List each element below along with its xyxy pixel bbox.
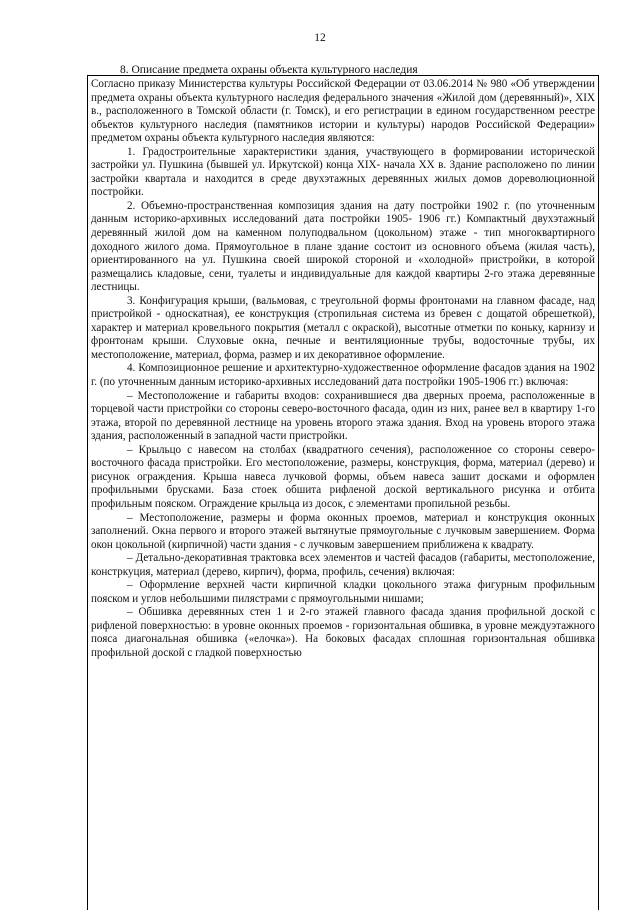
paragraph-decorative-treatment: – Детально-декоративная трактовка всех элементов и частей фасадов (габариты, местоположение, констркуция, материал (дерево, кирпич), форма, профиль, сечения) включая: (91, 552, 595, 578)
paragraph-facade-composition: 4. Композиционное решение и архитектурно-художественное оформление фасадов здания на 1902 г. (по уточненным данным историко-архивных исследований дата постройки 1905-1906 гг.) включая: (91, 362, 595, 389)
section-heading: 8. Описание предмета охраны объекта культурного наследия (120, 64, 418, 76)
paragraph-entrances: – Местоположение и габариты входов: сохранившиеся два дверных проема, расположенные в торцевой части пристройки со стороны северо-восточного фасада, один из них, ранее вел в квартиру 1-го этажа, второй по деревянной лестнице на уровень второго этажа здания. Вход на уровень второго этажа здания, расположенный в западной части пристройки. (91, 389, 595, 443)
paragraph-porch: – Крыльцо с навесом на столбах (квадратного сечения), расположенное со стороны северо-восточного фасада пристройки. Его местоположение, размеры, конструкция, форма, материал (дерево) и рисунок ограждения. Крыша навеса лучковой формы, объем навеса зашит досками и оформлен профильными брусками. База стоек обшита рифленой доской вертикального рисунка и отбита профильным пояском. Ограждение крыльца из досок, с элементами пропильной резьбы. (91, 443, 595, 510)
paragraph-urban-characteristics: 1. Градостроительные характеристики здания, участвующего в формировании исторической застройки ул. Пушкина (бывшей ул. Иркутской) конца XIX- начала XX в. Здание расположено по линии застройки квартала и находится в среде двухэтажных деревянных жилых домов дореволюционной постройки. (91, 145, 595, 199)
paragraph-basement-masonry: – Оформление верхней части кирпичной кладки цокольного этажа фигурным профильным пояском и углов небольшими пилястрами с прямоугольными нишами; (91, 579, 595, 605)
page-number: 12 (314, 32, 326, 44)
paragraph-wall-cladding: – Обшивка деревянных стен 1 и 2-го этажей главного фасада здания профильной доской с рифленой поверхностью: в уровне оконных проемов - горизонтальная обшивка, в уровне междуэтажного пояса диагональная обшивка («елочка»). На боковых фасадах сплошная горизонтальная обшивка профильной доской с гладкой поверхностью (91, 606, 595, 659)
paragraph-spatial-composition: 2. Объемно-пространственная композиция здания на дату постройки 1902 г. (по уточненным данным историко-архивных исследований дата постройки 1905- 1906 гг.) Компактный двухэтажный деревянный жилой дом на каменном полуподвальном (цокольном) этаже - тип многоквартирного доходного жилого дома. Прямоугольное в плане здание состоит из основного объема (жилая часть), ориентированного на ул. Пушкина своей широкой стороной и «холодной» пристройки, в которой размещались кладовые, сени, туалеты и индивидуальные для каждой квартиры 2-го этажа деревянные лестницы. (91, 199, 595, 294)
paragraph-window-openings: – Местоположение, размеры и форма оконных проемов, материал и конструкция оконных заполнений. Окна первого и второго этажей вытянутые прямоугольные с лучковым завершением. Форма окон цокольной (кирпичной) части здания - с лучковым завершением приближена к квадрату. (91, 511, 595, 551)
paragraph-roof-configuration: 3. Конфигурация крыши, (вальмовая, с треугольной формы фронтонами на главном фасаде, над пристройкой - односкатная), ее конструкция (стропильная система из бревен с дощатой обрешеткой), характер и материал кровельного покрытия (металл с окраской), высотные отметки по коньку, карнизу и фронтонам крыши. Слуховые окна, печные и вентиляционные трубы, водосточные трубы, их местоположение, материал, форма, размер и их декоративное оформление. (91, 294, 595, 361)
paragraph-intro: Согласно приказу Министерства культуры Российской Федерации от 03.06.2014 № 980 «Об утверждении предмета охраны объекта культурного наследия федерального значения «Жилой дом (деревянный)», XIX в., расположенного в Томской области (г. Томск), и его регистрации в едином государственном реестре объектов культурного наследия (памятников истории и культуры) народов Российской Федерации» предметом охраны объекта культурного наследия являются: (91, 78, 595, 145)
content-box (87, 75, 599, 910)
